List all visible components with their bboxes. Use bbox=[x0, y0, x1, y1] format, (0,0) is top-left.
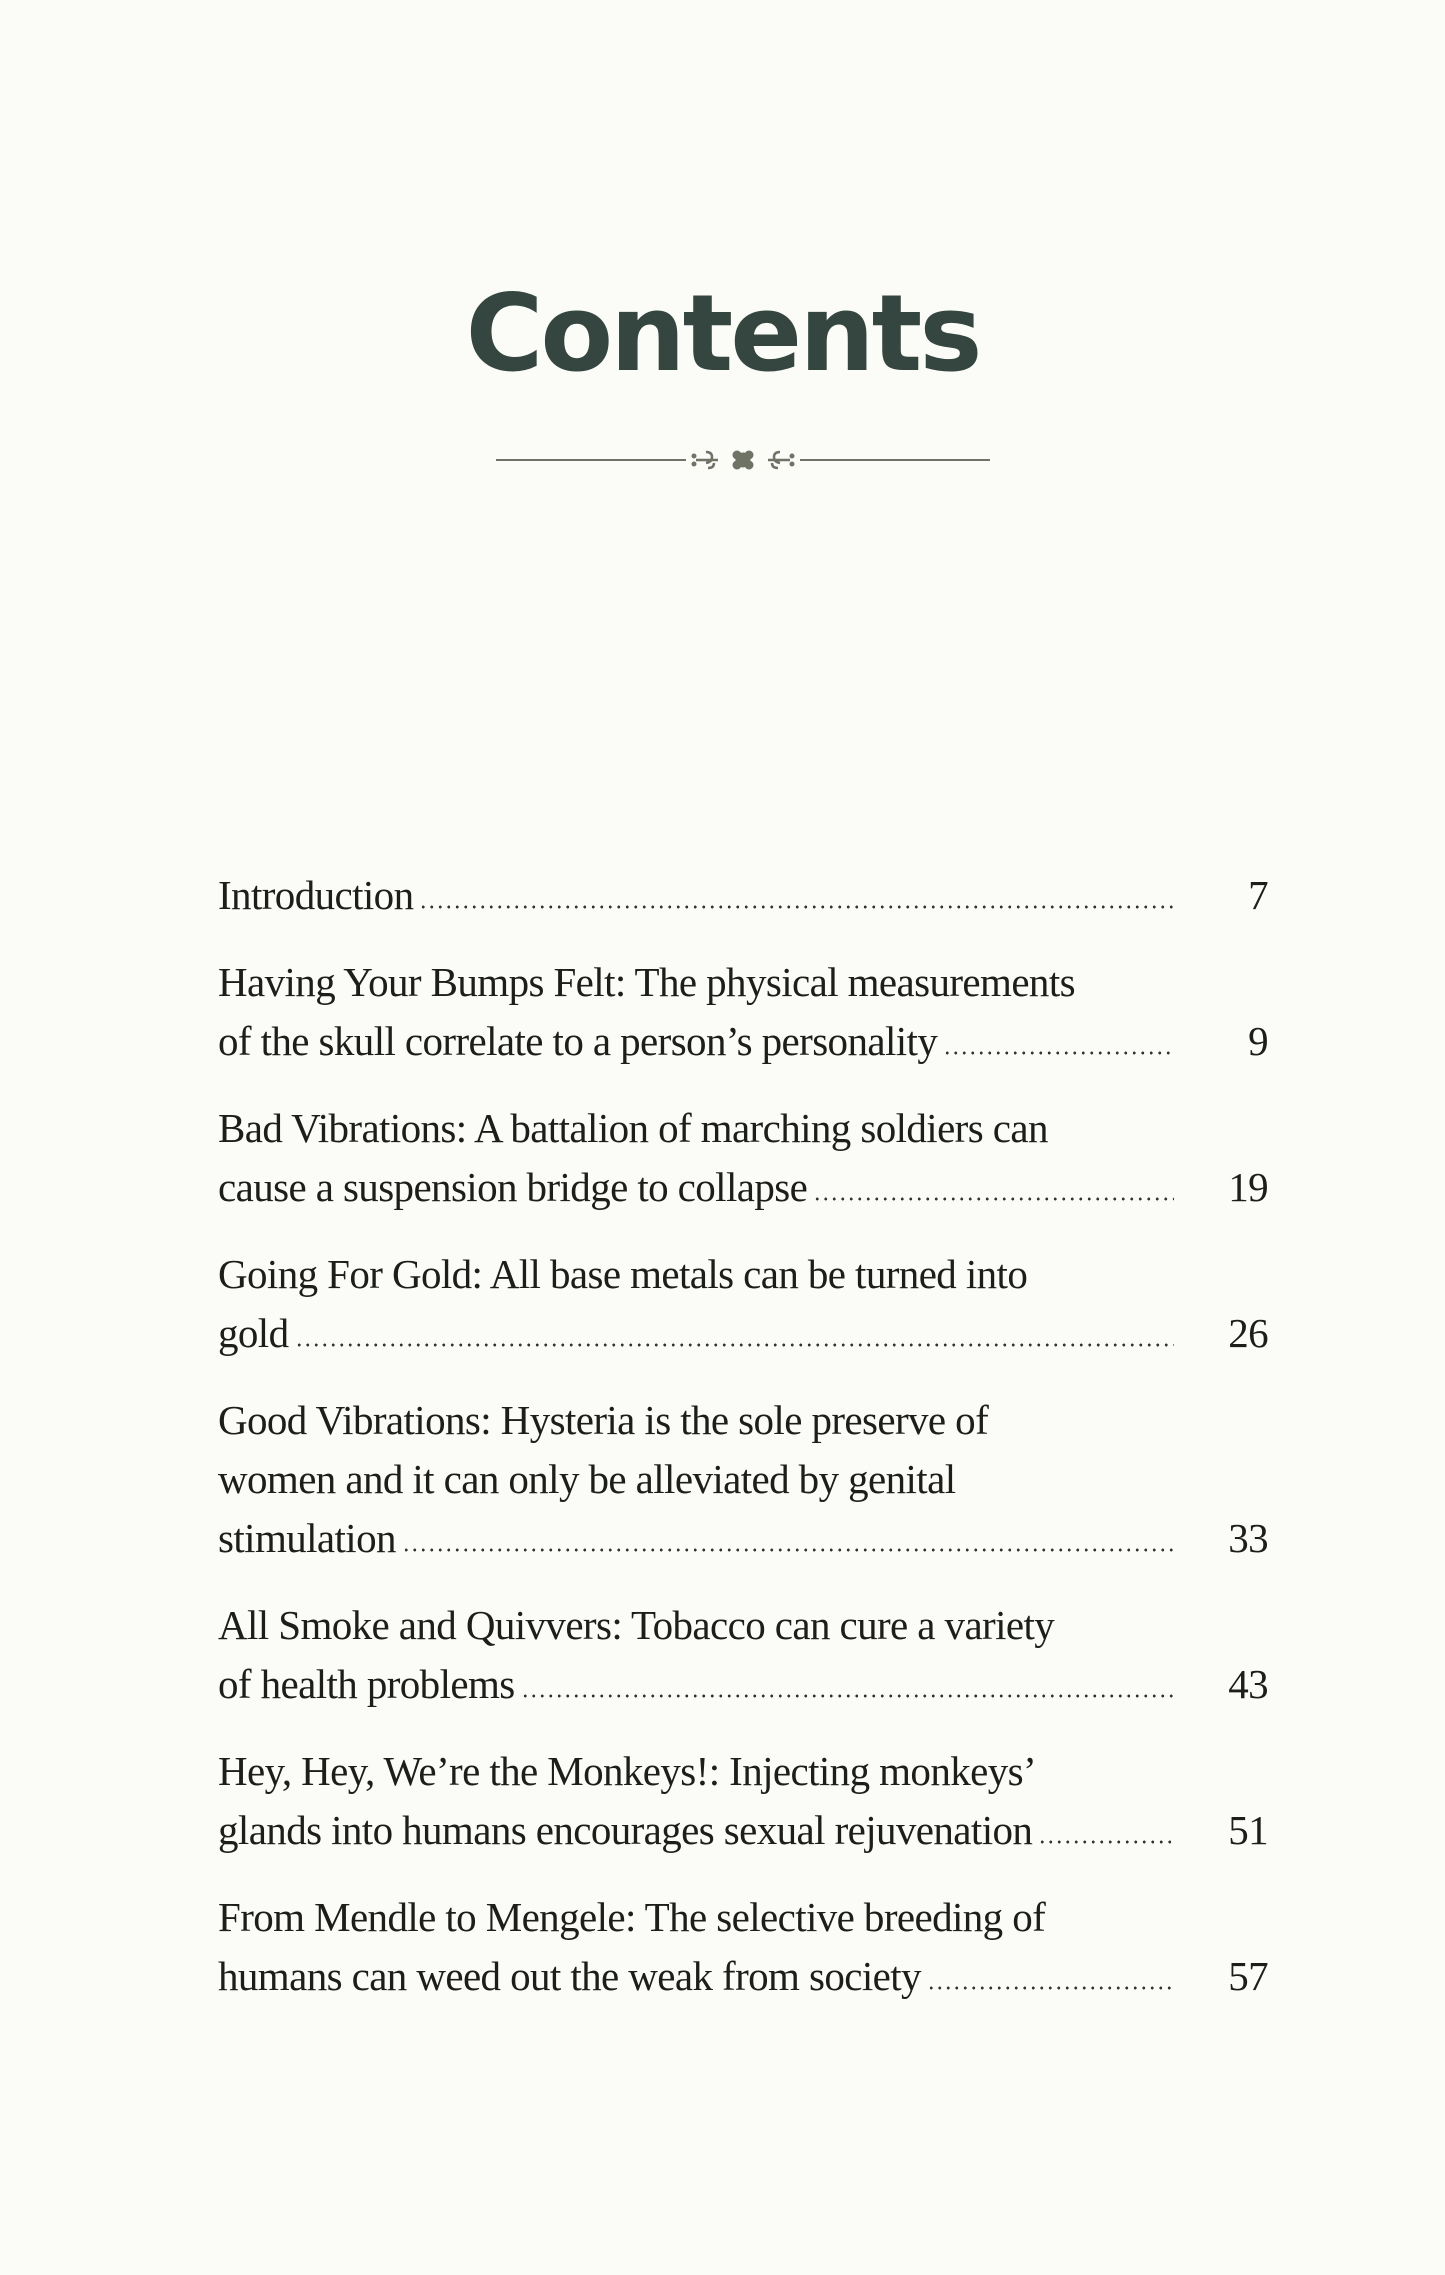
dot-leader bbox=[521, 1694, 1174, 1698]
toc-page-number: 9 bbox=[1248, 1018, 1268, 1064]
toc-entry[interactable] bbox=[218, 1742, 1268, 1860]
dot-leader bbox=[943, 1051, 1174, 1055]
toc-entry-line bbox=[218, 1888, 1268, 1947]
toc-entry-line bbox=[218, 1158, 1268, 1217]
toc-entry-line bbox=[218, 1742, 1268, 1801]
toc-page-number: 26 bbox=[1228, 1310, 1268, 1356]
toc-entry-line bbox=[218, 1099, 1268, 1158]
toc-entry-line bbox=[218, 1391, 1268, 1450]
toc-entry-line bbox=[218, 1304, 1268, 1363]
toc-entry-title: glands into humans encourages sexual rejuvenation bbox=[218, 1807, 1033, 1853]
dot-leader bbox=[813, 1197, 1174, 1201]
dot-leader bbox=[927, 1986, 1174, 1990]
toc-entry-title: From Mendle to Mengele: The selective breeding of bbox=[218, 1894, 1046, 1940]
dot-leader bbox=[1038, 1840, 1174, 1844]
toc-entry[interactable] bbox=[218, 1245, 1268, 1363]
toc-entry-title: gold bbox=[218, 1310, 289, 1356]
toc-entry-line bbox=[218, 953, 1268, 1012]
toc-entry-title: All Smoke and Quivvers: Tobacco can cure a variety bbox=[218, 1602, 1055, 1648]
toc-entry-title: Hey, Hey, We’re the Monkeys!: Injecting monkeys’ bbox=[218, 1748, 1037, 1794]
toc-entry[interactable] bbox=[218, 1099, 1268, 1217]
toc-page-number: 57 bbox=[1228, 1953, 1268, 1999]
toc-page-number: 43 bbox=[1228, 1661, 1268, 1707]
toc-entry-title: of the skull correlate to a person’s personality bbox=[218, 1018, 938, 1064]
toc-entry-title: of health problems bbox=[218, 1661, 515, 1707]
toc-entry-line bbox=[218, 1012, 1268, 1071]
toc-entry-title: Introduction bbox=[218, 872, 414, 918]
dot-leader bbox=[295, 1343, 1175, 1347]
toc-entry-title: Having Your Bumps Felt: The physical measurements bbox=[218, 959, 1075, 1005]
toc-entry-line bbox=[218, 1655, 1268, 1714]
toc-entry-line bbox=[218, 1245, 1268, 1304]
toc-entry-line bbox=[218, 1947, 1268, 2006]
toc-entry-title: Going For Gold: All base metals can be turned into bbox=[218, 1251, 1028, 1297]
toc-entry-line bbox=[218, 1450, 1268, 1509]
toc-page-number: 33 bbox=[1228, 1515, 1268, 1561]
toc-page-number: 51 bbox=[1228, 1807, 1268, 1853]
dot-leader bbox=[402, 1548, 1174, 1552]
toc-entry-title: women and it can only be alleviated by genital bbox=[218, 1456, 956, 1502]
toc-entry-title: cause a suspension bridge to collapse bbox=[218, 1164, 808, 1210]
toc-entry-title: stimulation bbox=[218, 1515, 396, 1561]
toc-entry[interactable] bbox=[218, 1391, 1268, 1568]
toc-entry-line bbox=[218, 866, 1268, 925]
toc-page-number: 19 bbox=[1228, 1164, 1268, 1210]
toc-entry-line bbox=[218, 1801, 1268, 1860]
table-of-contents bbox=[218, 866, 1268, 2034]
dot-leader bbox=[419, 905, 1174, 909]
ornament-divider-icon bbox=[496, 446, 990, 474]
toc-entry-title: humans can weed out the weak from society bbox=[218, 1953, 921, 1999]
toc-entry-title: Good Vibrations: Hysteria is the sole preserve of bbox=[218, 1397, 989, 1443]
toc-entry[interactable] bbox=[218, 1888, 1268, 2006]
page-title: Contents bbox=[465, 272, 980, 395]
toc-entry[interactable] bbox=[218, 1596, 1268, 1714]
toc-entry-title: Bad Vibrations: A battalion of marching soldiers can bbox=[218, 1105, 1048, 1151]
toc-entry-line bbox=[218, 1596, 1268, 1655]
toc-entry[interactable] bbox=[218, 953, 1268, 1071]
toc-entry-line bbox=[218, 1509, 1268, 1568]
toc-entry[interactable] bbox=[218, 866, 1268, 925]
toc-page-number: 7 bbox=[1248, 872, 1268, 918]
